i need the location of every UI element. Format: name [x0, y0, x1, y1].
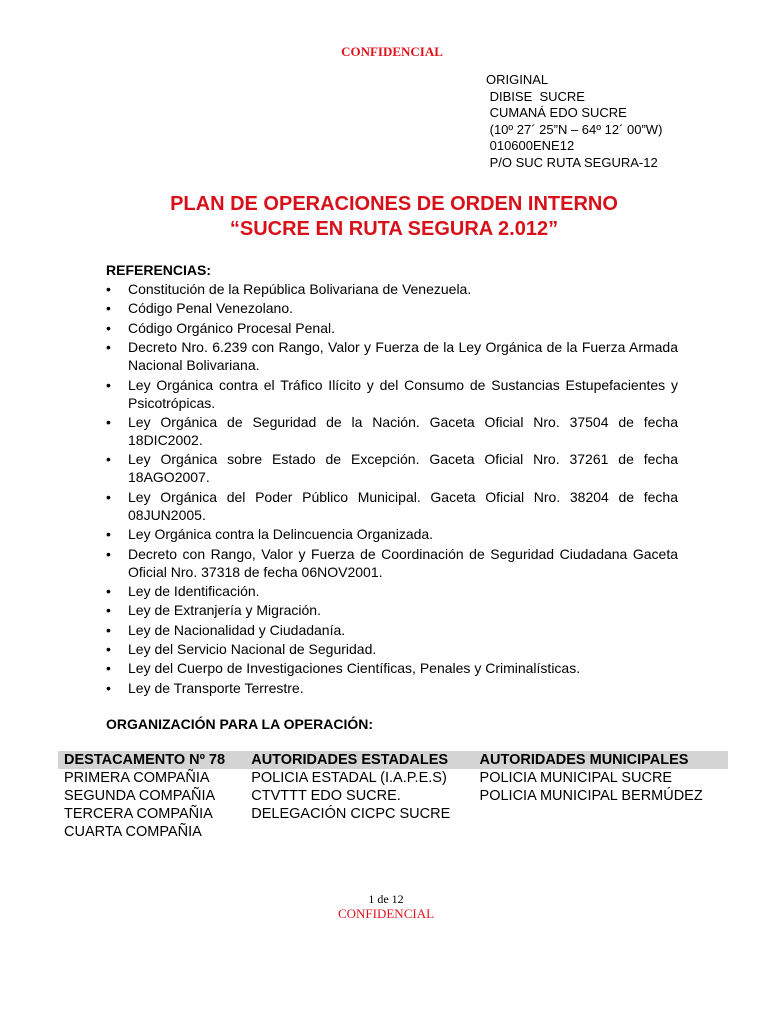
dtg-line: DIBISE SUCRE — [486, 88, 585, 104]
table-row — [58, 769, 728, 787]
reference-item: • Decreto Nro. 6.239 con Rango, Valor y Fuerza de la Ley Orgánica de la Fuerza Armada Nacional Bolivariana. — [106, 338, 678, 374]
date-time-group-block — [486, 72, 662, 172]
references-list — [106, 280, 678, 698]
references-heading: REFERENCIAS: — [106, 262, 212, 278]
reference-item: • Ley de Identificación. — [106, 582, 678, 600]
dtg-line: 010600ENE12 — [486, 138, 575, 154]
table-cell: POLICIA MUNICIPAL BERMÚDEZ — [479, 788, 703, 804]
table-cell: DELEGACIÓN CICPC SUCRE — [251, 806, 451, 822]
table-row — [58, 787, 728, 805]
column-header: AUTORIDADES ESTADALES — [245, 751, 473, 769]
table-cell — [474, 805, 728, 823]
dtg-line: (10º 27´ 25”N – 64º 12´ 00”W) — [486, 121, 663, 137]
table-cell: SEGUNDA COMPAÑIA — [64, 788, 216, 804]
classification-header: CONFIDENCIAL — [341, 44, 443, 59]
dtg-line: CUMANÁ EDO SUCRE — [486, 105, 627, 121]
reference-item: • Ley Orgánica contra el Tráfico Ilícito y del Consumo de Sustancias Estupefacientes y Psicotrópicas. — [106, 376, 678, 412]
title-line-1: PLAN DE OPERACIONES DE ORDEN INTERNO — [170, 193, 618, 215]
reference-item: • Ley Orgánica de Seguridad de la Nación. Gaceta Oficial Nro. 37504 de fecha 18DIC2002. — [106, 413, 678, 449]
reference-item: • Ley Orgánica contra la Delincuencia Organizada. — [106, 525, 678, 543]
reference-item: • Decreto con Rango, Valor y Fuerza de Coordinación de Seguridad Ciudadana Gaceta Oficial Nro. 37318 de fecha 06NOV2001. — [106, 545, 678, 581]
reference-item: • Código Orgánico Procesal Penal. — [106, 319, 678, 337]
reference-item: • Ley de Nacionalidad y Ciudadanía. — [106, 621, 678, 639]
table-header-row — [58, 751, 728, 769]
table-cell — [474, 823, 728, 841]
table-cell — [245, 823, 473, 841]
table-cell: PRIMERA COMPAÑIA — [64, 770, 210, 786]
reference-item: • Ley del Cuerpo de Investigaciones Científicas, Penales y Criminalísticas. — [106, 659, 678, 677]
organization-table — [58, 751, 728, 841]
reference-item: • Ley Orgánica del Poder Público Municipal. Gaceta Oficial Nro. 38204 de fecha 08JUN2005. — [106, 488, 678, 524]
reference-item: • Ley de Extranjería y Migración. — [106, 601, 678, 619]
reference-item: • Ley del Servicio Nacional de Seguridad. — [106, 640, 678, 658]
reference-item: • Ley Orgánica sobre Estado de Excepción. Gaceta Oficial Nro. 37261 de fecha 18AGO2007. — [106, 450, 678, 486]
reference-item: • Código Penal Venezolano. — [106, 299, 678, 317]
table-cell: POLICIA MUNICIPAL SUCRE — [479, 770, 673, 786]
document-title — [0, 192, 768, 242]
reference-item: • Constitución de la República Bolivariana de Venezuela. — [106, 280, 678, 298]
title-line-2: “SUCRE EN RUTA SEGURA 2.012” — [229, 218, 559, 240]
dtg-line: ORIGINAL — [486, 72, 549, 87]
column-header: AUTORIDADES MUNICIPALES — [474, 751, 728, 769]
classification-footer: CONFIDENCIAL — [337, 906, 435, 921]
table-cell: CUARTA COMPAÑIA — [64, 824, 202, 840]
table-cell: CTVTTT EDO SUCRE. — [251, 788, 401, 804]
organization-heading: ORGANIZACIÓN PARA LA OPERACIÓN: — [106, 716, 374, 732]
table-row — [58, 823, 728, 841]
table-cell: POLICIA ESTADAL (I.A.P.E.S) — [251, 770, 447, 786]
dtg-line: P/O SUC RUTA SEGURA-12 — [486, 154, 658, 170]
table-cell: TERCERA COMPAÑIA — [64, 806, 213, 822]
table-row — [58, 805, 728, 823]
column-header: DESTACAMENTO Nº 78 — [58, 751, 245, 769]
page-number: 1 de 12 — [368, 892, 404, 906]
reference-item: • Ley de Transporte Terrestre. — [106, 679, 678, 697]
